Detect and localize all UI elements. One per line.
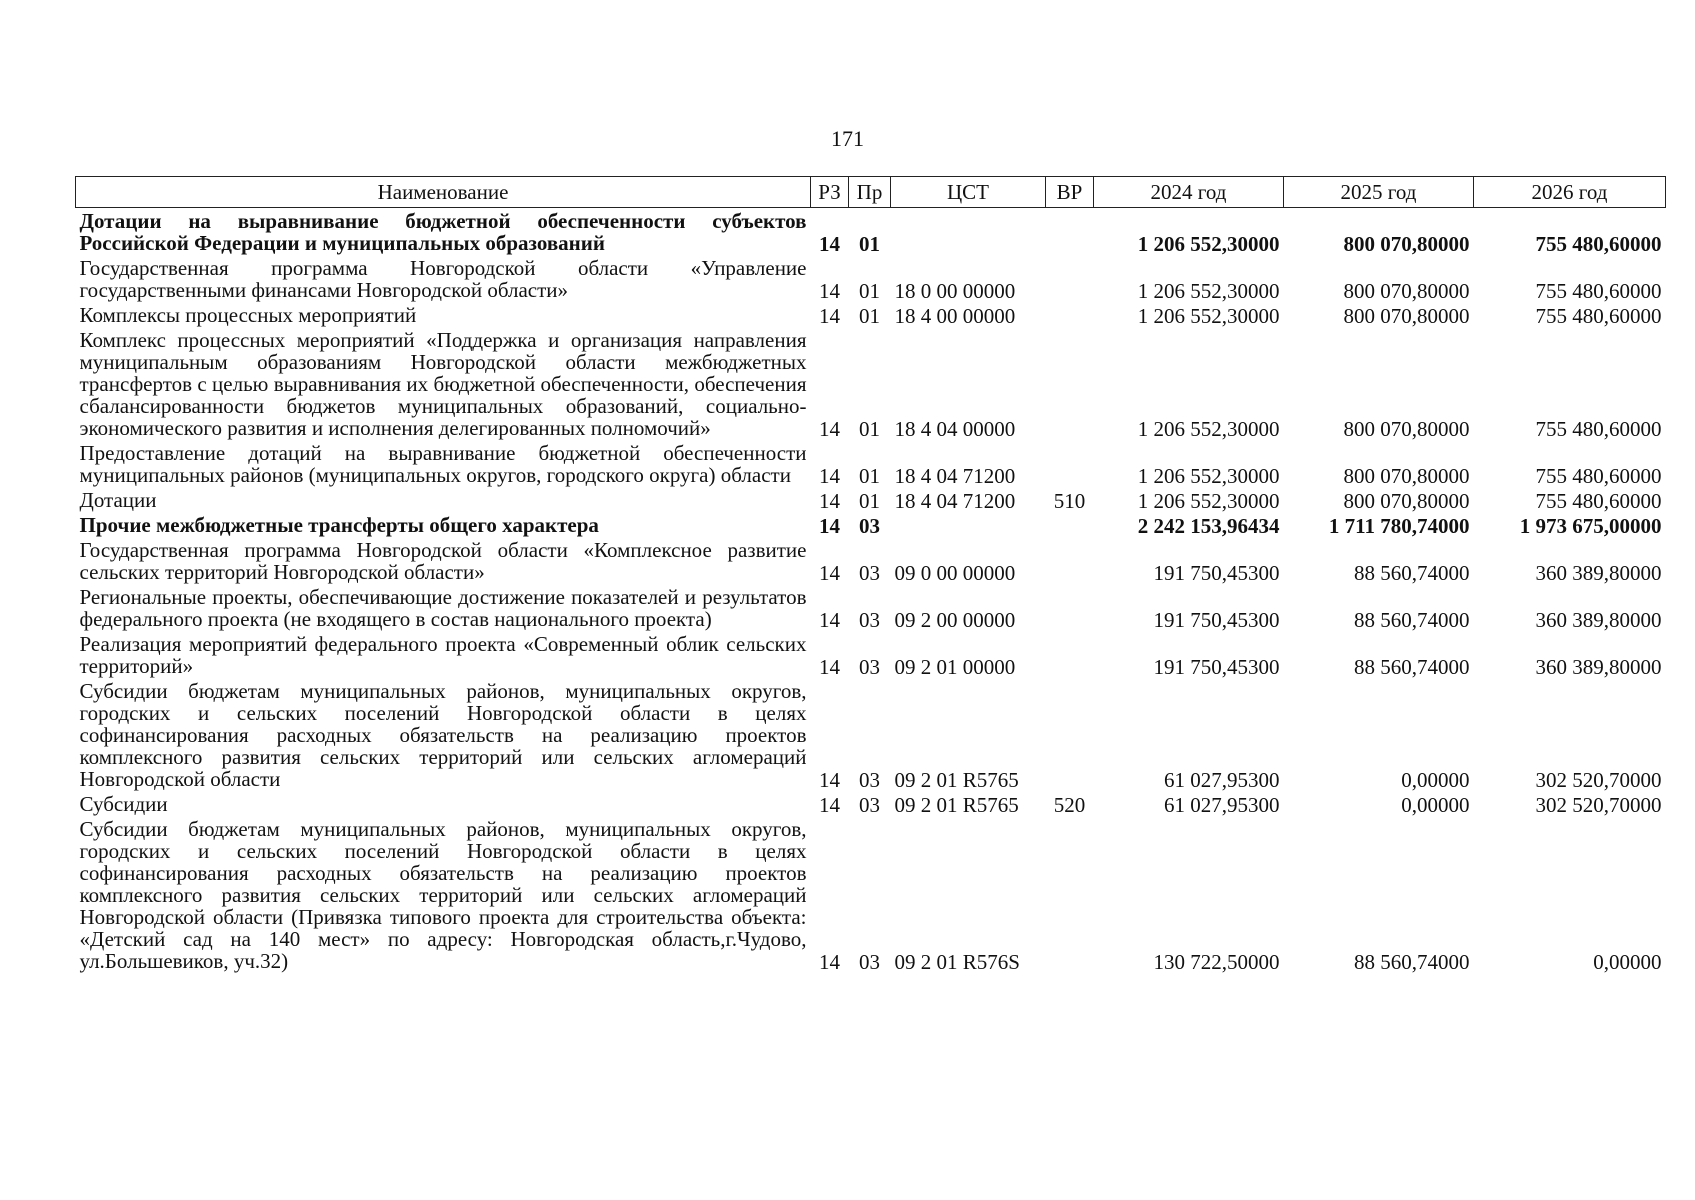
row-vr bbox=[1046, 678, 1094, 791]
row-pr: 01 bbox=[859, 489, 880, 513]
header-rz: РЗ bbox=[811, 177, 849, 208]
row-pr: 03 bbox=[859, 608, 880, 632]
row-2024: 191 750,45300 bbox=[1153, 655, 1280, 679]
row-2025: 0,00000 bbox=[1401, 793, 1470, 817]
row-vr bbox=[1046, 631, 1094, 678]
row-rz: 14 bbox=[819, 279, 840, 303]
budget-table bbox=[75, 176, 1666, 973]
row-2025: 0,00000 bbox=[1401, 768, 1470, 792]
row-vr: 520 bbox=[1053, 793, 1086, 817]
row-cst: 09 2 01 R5765 bbox=[894, 793, 1019, 817]
row-pr: 03 bbox=[859, 655, 880, 679]
header-name: Наименование bbox=[76, 177, 811, 208]
row-pr: 03 bbox=[859, 768, 880, 792]
row-2026: 755 480,60000 bbox=[1535, 417, 1662, 441]
row-name: Субсидии бюджетам муниципальных районов, муниципальных округов, городских и сельских поселений Новгородской области в целях софинансирования расходных обязательств на реализацию проектов комплексного развития сельских территорий или сельских агломераций Новгородской области bbox=[79, 679, 807, 791]
row-2026: 755 480,60000 bbox=[1535, 232, 1662, 256]
row-2024: 1 206 552,30000 bbox=[1137, 489, 1280, 513]
row-pr: 01 bbox=[859, 464, 880, 488]
row-2026: 302 520,70000 bbox=[1535, 768, 1662, 792]
row-rz: 14 bbox=[819, 793, 840, 817]
row-rz: 14 bbox=[819, 768, 840, 792]
row-pr: 01 bbox=[859, 304, 880, 328]
row-cst: 18 4 04 71200 bbox=[894, 464, 1016, 488]
row-cst: 09 2 01 R5765 bbox=[894, 768, 1019, 792]
row-rz: 14 bbox=[819, 514, 840, 538]
row-vr bbox=[1046, 584, 1094, 631]
row-2026: 755 480,60000 bbox=[1535, 464, 1662, 488]
row-name: Дотации на выравнивание бюджетной обеспеченности субъектов Российской Федерации и муниципальных образований bbox=[79, 209, 807, 255]
row-2026: 1 973 675,00000 bbox=[1519, 514, 1662, 538]
row-pr: 03 bbox=[859, 561, 880, 585]
row-2024: 191 750,45300 bbox=[1153, 561, 1280, 585]
row-2024: 1 206 552,30000 bbox=[1137, 279, 1280, 303]
row-pr: 01 bbox=[859, 279, 880, 303]
row-name: Прочие межбюджетные трансферты общего характера bbox=[79, 513, 599, 537]
row-2024: 1 206 552,30000 bbox=[1137, 232, 1280, 256]
table-row bbox=[76, 487, 1666, 512]
row-2026: 302 520,70000 bbox=[1535, 793, 1662, 817]
row-name: Дотации bbox=[79, 488, 157, 512]
row-cst: 18 0 00 00000 bbox=[894, 279, 1016, 303]
row-cst: 18 4 00 00000 bbox=[894, 304, 1016, 328]
row-rz: 14 bbox=[819, 464, 840, 488]
header-vr: ВР bbox=[1046, 177, 1094, 208]
row-rz: 14 bbox=[819, 655, 840, 679]
row-vr bbox=[1046, 208, 1094, 256]
row-2025: 800 070,80000 bbox=[1343, 417, 1470, 441]
row-vr bbox=[1046, 327, 1094, 440]
row-2026: 360 389,80000 bbox=[1535, 655, 1662, 679]
row-2025: 800 070,80000 bbox=[1343, 489, 1470, 513]
row-vr bbox=[1046, 512, 1094, 537]
row-rz: 14 bbox=[819, 608, 840, 632]
row-vr bbox=[1046, 255, 1094, 302]
row-2024: 2 242 153,96434 bbox=[1137, 514, 1280, 538]
table-row bbox=[76, 584, 1666, 631]
row-2024: 1 206 552,30000 bbox=[1137, 417, 1280, 441]
row-2025: 800 070,80000 bbox=[1343, 464, 1470, 488]
row-rz: 14 bbox=[819, 489, 840, 513]
row-name: Комплекс процессных мероприятий «Поддержка и организация направления муниципальным образованиям Новгородской области межбюджетных трансфертов с целью выравнивания их бюджетной обеспеченности, обеспечения сбалансированности бюджетов муниципальных образований, социально-экономического развития и исполнения делегированных полномочий» bbox=[79, 328, 807, 440]
header-cst: ЦСТ bbox=[891, 177, 1046, 208]
row-pr: 01 bbox=[859, 417, 880, 441]
header-2024: 2024 год bbox=[1094, 177, 1284, 208]
row-name: Комплексы процессных мероприятий bbox=[79, 303, 417, 327]
row-rz: 14 bbox=[819, 304, 840, 328]
table-row bbox=[76, 791, 1666, 816]
row-2025: 1 711 780,74000 bbox=[1328, 514, 1470, 538]
row-pr: 03 bbox=[859, 514, 880, 538]
row-rz: 14 bbox=[819, 561, 840, 585]
table-row bbox=[76, 537, 1666, 584]
row-vr bbox=[1046, 816, 1094, 973]
row-vr: 510 bbox=[1053, 489, 1086, 513]
row-vr bbox=[1046, 537, 1094, 584]
row-cst: 09 0 00 00000 bbox=[894, 561, 1016, 585]
row-cst: 18 4 04 71200 bbox=[894, 489, 1016, 513]
row-pr: 03 bbox=[859, 793, 880, 817]
page-number: 171 bbox=[831, 126, 864, 151]
table-row bbox=[76, 816, 1666, 973]
row-cst: 09 2 00 00000 bbox=[894, 608, 1016, 632]
row-2024: 1 206 552,30000 bbox=[1137, 304, 1280, 328]
header-pr: Пр bbox=[849, 177, 891, 208]
header-2026: 2026 год bbox=[1474, 177, 1666, 208]
row-2026: 360 389,80000 bbox=[1535, 608, 1662, 632]
row-2024: 61 027,95300 bbox=[1164, 793, 1280, 817]
row-name: Государственная программа Новгородской области «Управление государственными финансами Новгородской области» bbox=[79, 256, 807, 302]
row-2025: 800 070,80000 bbox=[1343, 279, 1470, 303]
row-cst: 09 2 01 00000 bbox=[894, 655, 1016, 679]
table-row bbox=[76, 512, 1666, 537]
row-vr bbox=[1046, 440, 1094, 487]
table-header bbox=[76, 177, 1666, 208]
row-2026: 755 480,60000 bbox=[1535, 304, 1662, 328]
row-2024: 61 027,95300 bbox=[1164, 768, 1280, 792]
table-row bbox=[76, 440, 1666, 487]
row-cst bbox=[891, 512, 1046, 537]
table-row bbox=[76, 208, 1666, 256]
row-name: Региональные проекты, обеспечивающие достижение показателей и результатов федерального проекта (не входящего в состав национального проекта) bbox=[79, 585, 807, 631]
row-2026: 360 389,80000 bbox=[1535, 561, 1662, 585]
row-2026: 0,00000 bbox=[1593, 950, 1662, 974]
row-cst: 18 4 04 00000 bbox=[894, 417, 1016, 441]
table-row bbox=[76, 678, 1666, 791]
row-2025: 88 560,74000 bbox=[1354, 655, 1470, 679]
row-2024: 130 722,50000 bbox=[1153, 950, 1280, 974]
row-2025: 88 560,74000 bbox=[1354, 561, 1470, 585]
table-row bbox=[76, 631, 1666, 678]
row-rz: 14 bbox=[819, 417, 840, 441]
row-cst bbox=[891, 208, 1046, 256]
header-2025: 2025 год bbox=[1284, 177, 1474, 208]
row-rz: 14 bbox=[819, 232, 840, 256]
row-2026: 755 480,60000 bbox=[1535, 489, 1662, 513]
row-2025: 88 560,74000 bbox=[1354, 608, 1470, 632]
row-name: Государственная программа Новгородской области «Комплексное развитие сельских территорий Новгородской области» bbox=[79, 538, 807, 584]
row-name: Реализация мероприятий федерального проекта «Современный облик сельских территорий» bbox=[79, 632, 807, 678]
table-row bbox=[76, 327, 1666, 440]
row-pr: 03 bbox=[859, 950, 880, 974]
row-vr bbox=[1046, 302, 1094, 327]
row-2024: 1 206 552,30000 bbox=[1137, 464, 1280, 488]
row-2025: 88 560,74000 bbox=[1354, 950, 1470, 974]
table-row bbox=[76, 255, 1666, 302]
row-rz: 14 bbox=[819, 950, 840, 974]
table-row bbox=[76, 302, 1666, 327]
row-2025: 800 070,80000 bbox=[1343, 304, 1470, 328]
row-2025: 800 070,80000 bbox=[1343, 232, 1470, 256]
row-pr: 01 bbox=[859, 232, 880, 256]
row-name: Субсидии bbox=[79, 792, 168, 816]
row-name: Субсидии бюджетам муниципальных районов, муниципальных округов, городских и сельских поселений Новгородской области в целях софинансирования расходных обязательств на реализацию проектов комплексного развития сельских территорий или сельских агломераций Новгородской области (Привязка типового проекта для строительства объекта: «Детский сад на 140 мест» по адресу: Новгородская область,г.Чудово, ул.Большевиков, уч.32) bbox=[79, 817, 807, 973]
row-cst: 09 2 01 R576S bbox=[894, 950, 1020, 974]
row-2026: 755 480,60000 bbox=[1535, 279, 1662, 303]
row-2024: 191 750,45300 bbox=[1153, 608, 1280, 632]
row-name: Предоставление дотаций на выравнивание бюджетной обеспеченности муниципальных районов (муниципальных округов, городского округа) области bbox=[79, 441, 807, 487]
